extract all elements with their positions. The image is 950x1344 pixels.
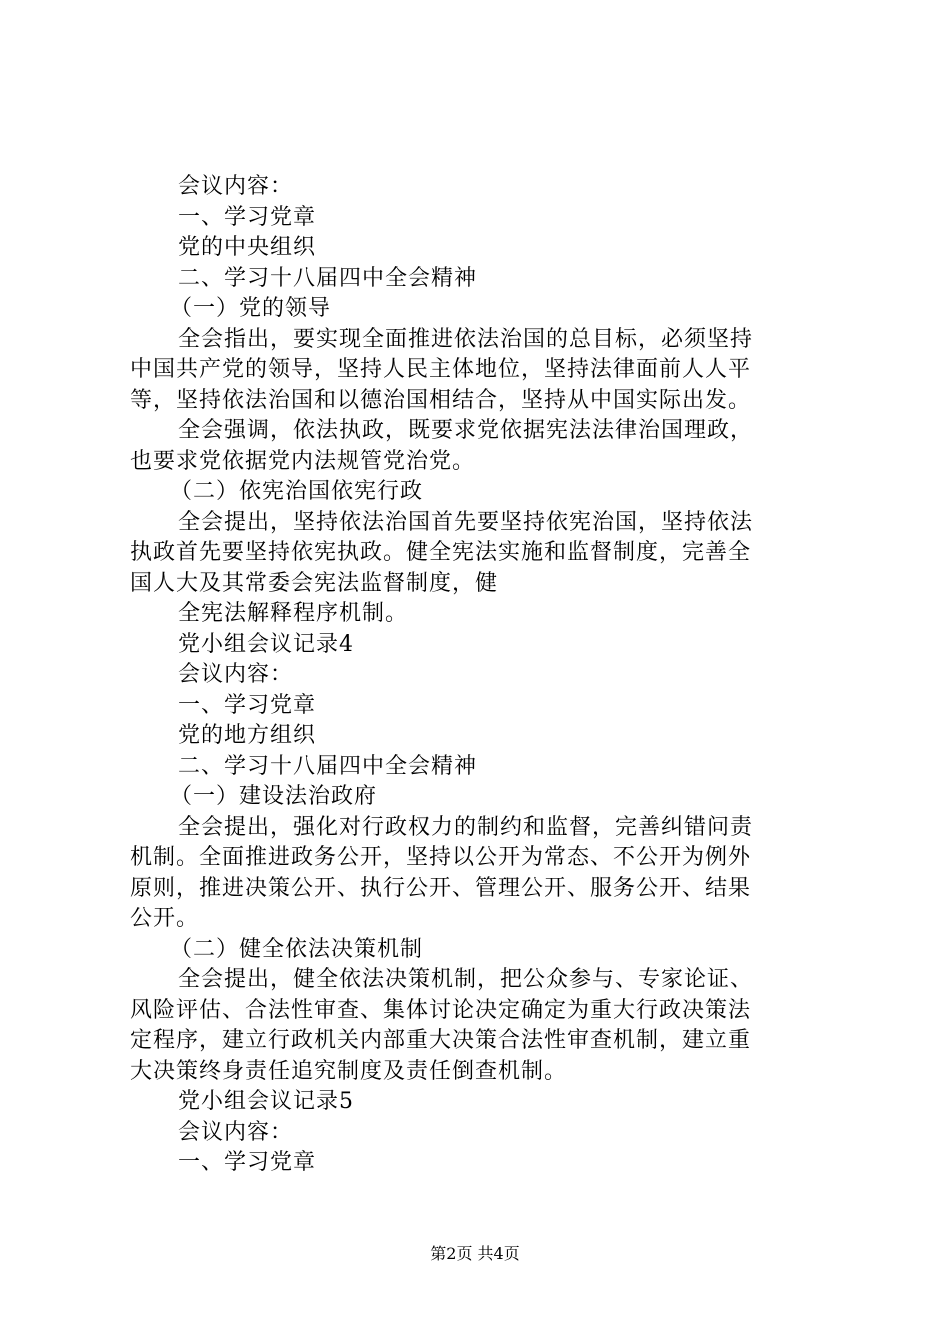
text-line: 全会指出，要实现全面推进依法治国的总目标，必须坚持	[178, 326, 754, 352]
text-line: 风险评估、合法性审查、集体讨论决定确定为重大行政决策法	[130, 997, 752, 1023]
text-line: 会议内容：	[178, 662, 294, 687]
text-line: 全会强调，依法执政，既要求党依据宪法法律治国理政，	[178, 418, 754, 443]
text-line: 公开。	[130, 906, 200, 931]
text-line: 中国共产党的领导，坚持人民主体地位，坚持法律面前人人平	[130, 357, 752, 382]
text-line: 全会提出，健全依法决策机制，把公众参与、专家论证、	[178, 967, 754, 992]
text-line: 大决策终身责任追究制度及责任倒查机制。	[130, 1058, 568, 1084]
text-line: 也要求党依据党内法规管党治党。	[130, 448, 476, 474]
text-line: 执政首先要坚持依宪执政。健全宪法实施和监督制度，完善全	[130, 540, 752, 565]
text-line: （二）依宪治国依宪行政	[170, 479, 424, 504]
text-line: 等，坚持依法治国和以德治国相结合，坚持从中国实际出发。	[130, 387, 752, 413]
text-line: （二）健全依法决策机制	[170, 936, 424, 962]
text-line: 全宪法解释程序机制。	[178, 601, 409, 626]
text-line: 一、学习党章	[178, 692, 317, 718]
text-line: 二、学习十八届四中全会精神	[178, 753, 478, 779]
text-line: 定程序，建立行政机关内部重大决策合法性审查机制，建立重	[130, 1028, 752, 1053]
document-body	[130, 172, 830, 1179]
text-line: 国人大及其常委会宪法监督制度，健	[130, 570, 499, 596]
text-line: 一、学习党章	[178, 204, 317, 230]
text-line: 机制。全面推进政务公开，坚持以公开为常态、不公开为例外	[130, 845, 752, 870]
page-footer: 第2页 共4页	[430, 1244, 520, 1263]
text-line: （一）党的领导	[170, 296, 332, 321]
section-heading: 党小组会议记录4	[178, 631, 354, 657]
text-line: 全会提出，强化对行政权力的制约和监督，完善纠错问责	[178, 814, 754, 840]
text-line: 原则，推进决策公开、执行公开、管理公开、服务公开、结果	[130, 875, 752, 901]
text-line: 会议内容：	[178, 1119, 294, 1145]
section-heading: 党小组会议记录5	[178, 1089, 354, 1114]
text-line: 全会提出，坚持依法治国首先要坚持依宪治国，坚持依法	[178, 509, 754, 535]
text-line: 党的地方组织	[178, 723, 317, 748]
text-line: （一）建设法治政府	[170, 784, 378, 809]
text-line: 党的中央组织	[178, 235, 317, 260]
text-line: 会议内容：	[178, 174, 294, 199]
text-line: 二、学习十八届四中全会精神	[178, 265, 478, 291]
text-line: 一、学习党章	[178, 1150, 317, 1175]
